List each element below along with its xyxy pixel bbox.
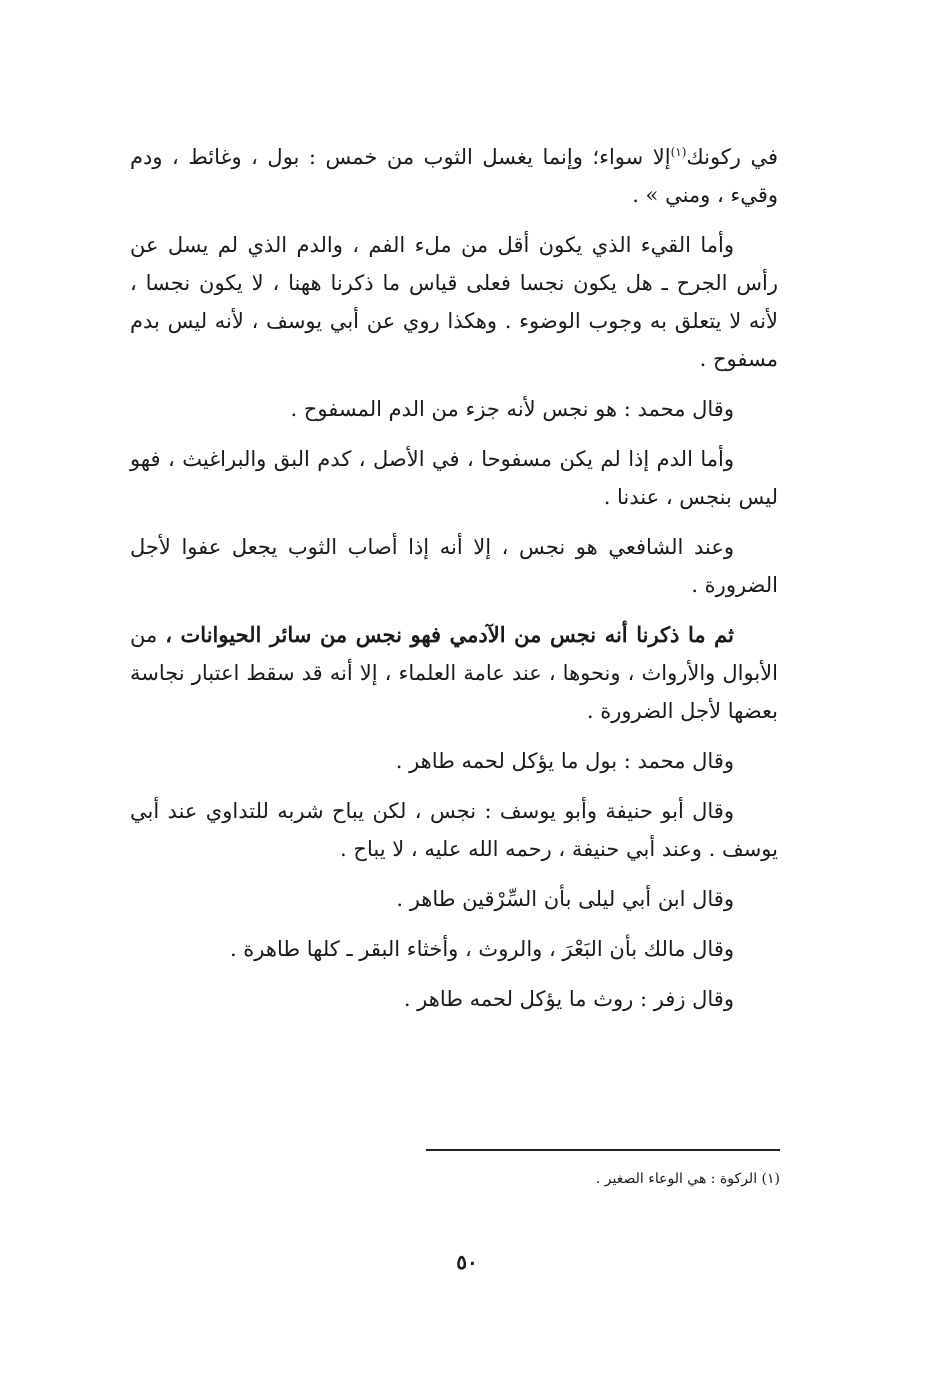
paragraph-9: وقال ابن أبي ليلى بأن السِّرْقين طاهر . xyxy=(396,887,734,911)
paragraph-1-rest: إلا سواء؛ وإنما يغسل الثوب من خمس : بول ، وغائط ، ودم وقيء ، ومني » . xyxy=(130,145,778,207)
paragraph-2: وأما القيء الذي يكون أقل من ملء الفم ، والدم الذي لم يسل عن رأس الجرح ـ هل يكون نجسا فعلى قياس ما ذكرنا ههنا ، لا يكون نجسا ، لأنه لا يتعلق به وجوب الوضوء . وهكذا روي عن أبي يوسف ، لأنه ليس بدم مسفوح . xyxy=(130,233,778,371)
paragraph-5: وعند الشافعي هو نجس ، إلا أنه إذا أصاب الثوب يجعل عفوا لأجل الضرورة . xyxy=(130,535,778,597)
paragraph-6-heading: ثم ما ذكرنا أنه نجس من الآدمي فهو نجس من سائر الحيوانات ، xyxy=(165,622,734,647)
paragraph-8: وقال أبو حنيفة وأبو يوسف : نجس ، لكن يباح شربه للتداوي عند أبي يوسف . وعند أبي حنيفة ، رحمه الله عليه ، لا يباح . xyxy=(130,799,778,861)
paragraph-7: وقال محمد : بول ما يؤكل لحمه طاهر . xyxy=(395,749,734,773)
paragraph-1 xyxy=(130,138,778,214)
paragraph-10: وقال مالك بأن البَعْرَ ، والروث ، وأخثاء البقر ـ كلها طاهرة . xyxy=(229,937,734,961)
paragraph-6 xyxy=(130,616,778,730)
page-number: ٥٠ xyxy=(456,1250,478,1274)
paragraph-6-rest: من الأبوال والأرواث ، ونحوها ، عند عامة العلماء ، إلا أنه قد سقط اعتبار نجاسة بعضها لأجل الضرورة . xyxy=(130,623,778,723)
paragraph-1-start: في ركونك xyxy=(686,145,778,169)
page-body xyxy=(130,138,778,1030)
footnote-reference: (١) xyxy=(670,145,687,159)
paragraph-11: وقال زفر : روث ما يؤكل لحمه طاهر . xyxy=(403,987,734,1011)
paragraph-3: وقال محمد : هو نجس لأنه جزء من الدم المسفوح . xyxy=(290,397,734,421)
paragraph-4: وأما الدم إذا لم يكن مسفوحا ، في الأصل ، كدم البق والبراغيث ، فهو ليس بنجس ، عندنا . xyxy=(130,447,778,509)
footnote-divider xyxy=(426,1149,780,1151)
footnote: (١) الركوة : هي الوعاء الصغير . xyxy=(595,1171,780,1187)
